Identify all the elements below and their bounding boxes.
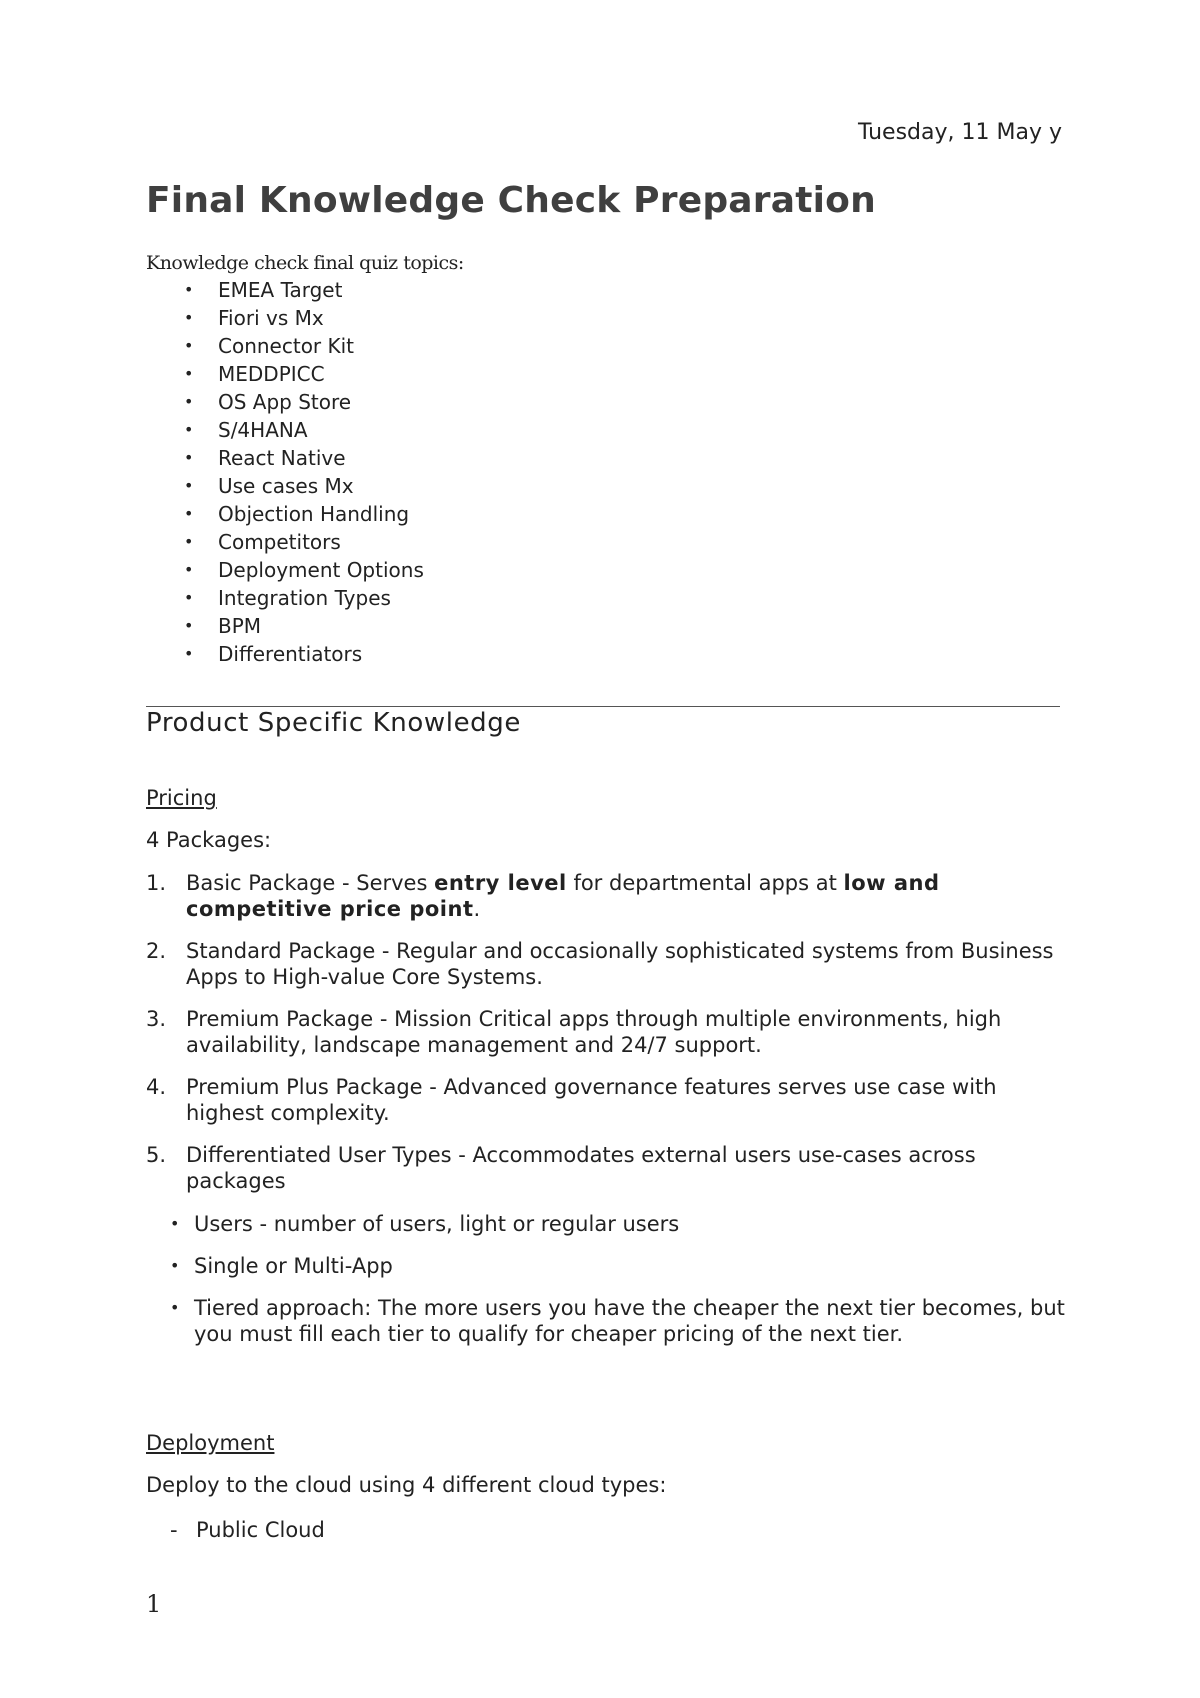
bullet-icon: • [184, 476, 194, 495]
topic-item [146, 416, 424, 444]
topic-label: Objection Handling [218, 502, 410, 526]
package-description [186, 1006, 1066, 1058]
package-number: 4. [146, 1075, 167, 1099]
bullet-icon: • [184, 420, 194, 439]
bullet-icon: • [170, 1256, 180, 1275]
package-item [146, 1142, 1066, 1194]
package-description [186, 938, 1066, 990]
package-number: 2. [146, 939, 167, 963]
package-item [146, 938, 1066, 990]
topic-item [146, 304, 424, 332]
topic-label: Integration Types [218, 586, 391, 610]
bullet-icon: • [184, 532, 194, 551]
package-description [186, 1142, 1066, 1194]
package-number: 3. [146, 1007, 167, 1031]
user-type-text: Users - number of users, light or regular users [194, 1212, 680, 1236]
page-number: 1 [146, 1590, 162, 1618]
page-title: Final Knowledge Check Preparation [146, 180, 876, 221]
bullet-icon: • [184, 504, 194, 523]
text-run: Premium Plus Package - Advanced governance features serves use case with highest complexity. [186, 1075, 997, 1125]
bullet-icon: • [170, 1214, 180, 1233]
user-types-list [170, 1211, 1065, 1363]
bold-emphasis: entry level [434, 871, 567, 895]
topic-label: Fiori vs Mx [218, 306, 324, 330]
bullet-icon: • [184, 392, 194, 411]
cloud-type-label: Public Cloud [196, 1518, 325, 1542]
package-number: 1. [146, 871, 167, 895]
topic-item [146, 388, 424, 416]
header-date: Tuesday, 11 May y [858, 120, 1062, 145]
text-run: Premium Package - Mission Critical apps through multiple environments, high availability, landscape management and 24/7 support. [186, 1007, 1002, 1057]
topic-item [146, 332, 424, 360]
topic-item [146, 444, 424, 472]
deployment-heading: Deployment [146, 1431, 275, 1455]
pricing-intro: 4 Packages: [146, 828, 272, 852]
bullet-icon: • [184, 616, 194, 635]
bullet-icon: • [170, 1298, 180, 1317]
package-description [186, 1074, 1066, 1126]
text-run: Basic Package - Serves [186, 871, 435, 895]
topic-item [146, 276, 424, 304]
bullet-icon: • [184, 588, 194, 607]
topic-item [146, 584, 424, 612]
topic-label: S/4HANA [218, 418, 308, 442]
dash-icon: - [170, 1518, 178, 1542]
user-type-text: Single or Multi-App [194, 1254, 393, 1278]
bullet-icon: • [184, 308, 194, 327]
topic-label: React Native [218, 446, 346, 470]
topic-label: Connector Kit [218, 334, 355, 358]
topic-label: EMEA Target [218, 278, 343, 302]
topic-label: BPM [218, 614, 262, 638]
section-divider [146, 706, 1060, 707]
user-type-point [170, 1211, 1065, 1237]
topic-label: Use cases Mx [218, 474, 354, 498]
package-item [146, 1074, 1066, 1126]
topic-item [146, 528, 424, 556]
deployment-intro: Deploy to the cloud using 4 different cloud types: [146, 1473, 667, 1497]
packages-list [146, 870, 1066, 1210]
topic-label: MEDDPICC [218, 362, 325, 386]
topics-list [146, 276, 424, 668]
topic-item [146, 500, 424, 528]
bullet-icon: • [184, 560, 194, 579]
cloud-types-list [170, 1517, 325, 1543]
text-run: for departmental apps at [566, 871, 844, 895]
topic-label: Competitors [218, 530, 341, 554]
package-item [146, 870, 1066, 922]
bullet-icon: • [184, 364, 194, 383]
user-type-text: Tiered approach: The more users you have the cheaper the next tier becomes, but you must fill each tier to qualify for cheaper pricing of the next tier. [194, 1296, 1065, 1346]
cloud-type-item [170, 1517, 325, 1543]
user-type-point [170, 1253, 1065, 1279]
topic-item [146, 360, 424, 388]
package-description [186, 870, 1066, 922]
bold-emphasis: low and competitive price point [186, 871, 940, 921]
bullet-icon: • [184, 336, 194, 355]
topic-item [146, 556, 424, 584]
user-type-point [170, 1295, 1065, 1347]
bullet-icon: • [184, 280, 194, 299]
topic-label: Differentiators [218, 642, 363, 666]
topic-label: Deployment Options [218, 558, 424, 582]
text-run: Standard Package - Regular and occasionally sophisticated systems from Business Apps to High-value Core Systems. [186, 939, 1054, 989]
topic-item [146, 472, 424, 500]
topic-label: OS App Store [218, 390, 352, 414]
text-run: Differentiated User Types - Accommodates external users use-cases across packages [186, 1143, 976, 1193]
topic-item [146, 612, 424, 640]
section-heading: Product Specific Knowledge [146, 708, 521, 738]
topic-item [146, 640, 424, 668]
pricing-heading: Pricing [146, 786, 217, 810]
text-run: . [473, 897, 481, 921]
bullet-icon: • [184, 448, 194, 467]
package-item [146, 1006, 1066, 1058]
topics-intro: Knowledge check final quiz topics: [146, 252, 464, 274]
bullet-icon: • [184, 644, 194, 663]
package-number: 5. [146, 1143, 167, 1167]
